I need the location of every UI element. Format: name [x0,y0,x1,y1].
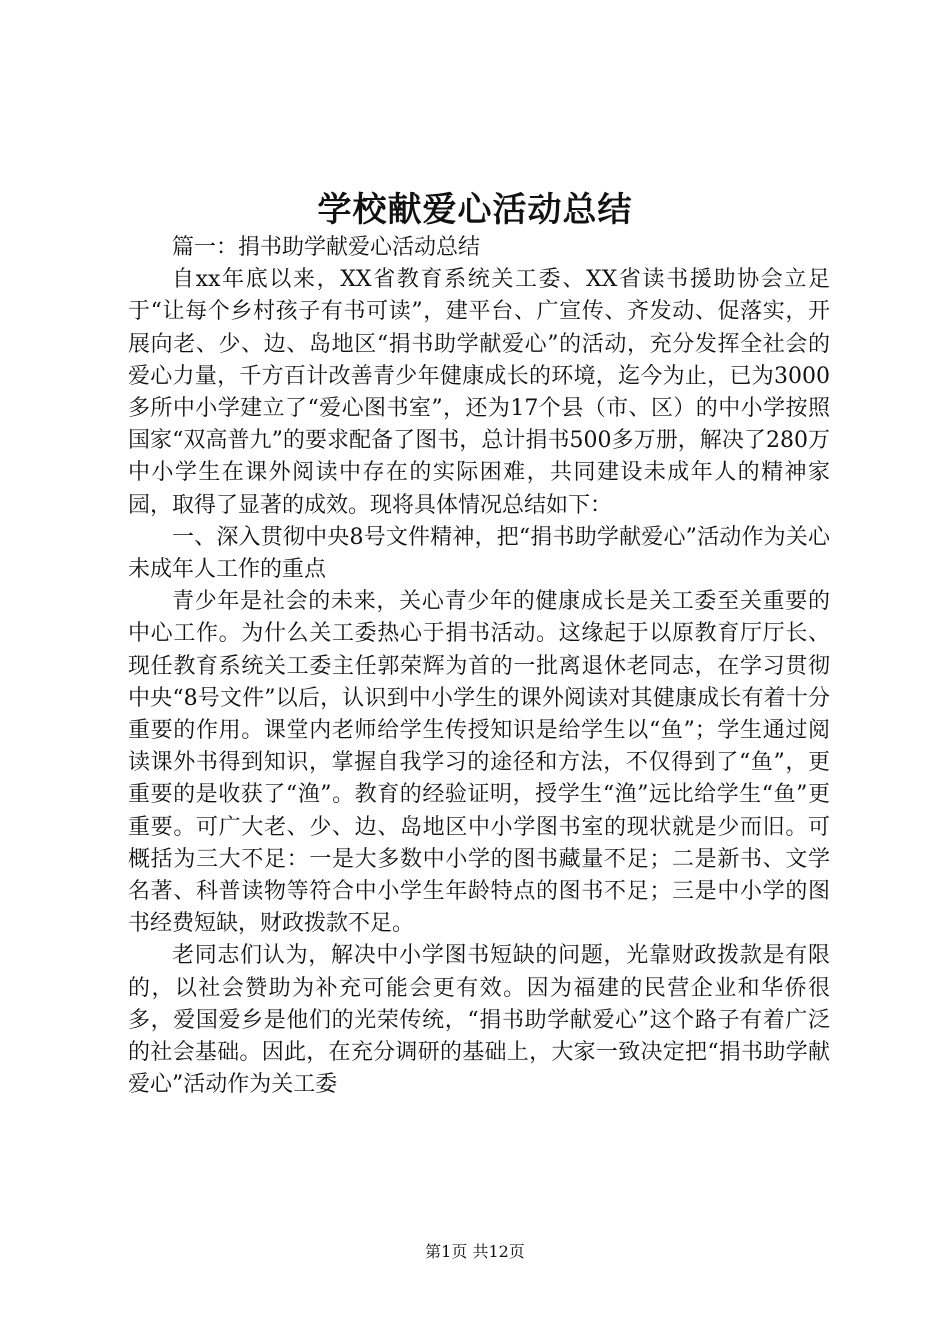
section-heading: 篇一：捐书助学献爱心活动总结 [172,235,481,260]
document-title: 学校献爱心活动总结 [317,190,633,230]
section-heading: 一、深入贯彻中央8号文件精神，把“捐书助学献爱心”活动作为关心未成年人工作的重点 [128,524,830,583]
paragraph: 自xx年底以来，XX省教育系统关工委、XX省读书援助协会立足于“让每个乡村孩子有书可读”，建平台、广宣传、齐发动、促落实，开展向老、少、边、岛地区“捐书助学献爱心”的活动，充分发挥全社会的爱心力量，千方百计改善青少年健康成长的环境，迄今为止，已为3000多所中小学建立了“爱心图书室”，还为17个县（市、区）的中小学按照国家“双高普九”的要求配备了图书，总计捐书500多万册，解决了280万中小学生在课外阅读中存在的实际困难，共同建设未成年人的精神家园，取得了显著的成效。现将具体情况总结如下： [128,267,830,518]
document-body [128,232,830,1101]
paragraph: 青少年是社会的未来，关心青少年的健康成长是关工委至关重要的中心工作。为什么关工委热心于捐书活动。这缘起于以原教育厅厅长、现任教育系统关工委主任郭荣辉为首的一批离退休老同志，在学习贯彻中央“8号文件”以后，认识到中小学生的课外阅读对其健康成长有着十分重要的作用。课堂内老师给学生传授知识是给学生以“鱼”；学生通过阅读课外书得到知识，掌握自我学习的途径和方法，不仅得到了“鱼”，更重要的是收获了“渔”。教育的经验证明，授学生“渔”远比给学生“鱼”更重要。可广大老、少、边、岛地区中小学图书室的现状就是少而旧。可概括为三大不足：一是大多数中小学的图书藏量不足；二是新书、文学名著、科普读物等符合中小学生年龄特点的图书不足；三是中小学的图书经费短缺，财政拨款不足。 [128,589,830,937]
paragraph: 老同志们认为，解决中小学图书短缺的问题，光靠财政拨款是有限的，以社会赞助为补充可能会更有效。因为福建的民营企业和华侨很多，爱国爱乡是他们的光荣传统，“捐书助学献爱心”这个路子有着广泛的社会基础。因此，在充分调研的基础上，大家一致决定把“捐书助学献爱心”活动作为关工委 [128,943,830,1098]
page-footer: 第1页 共12页 [425,1242,525,1261]
